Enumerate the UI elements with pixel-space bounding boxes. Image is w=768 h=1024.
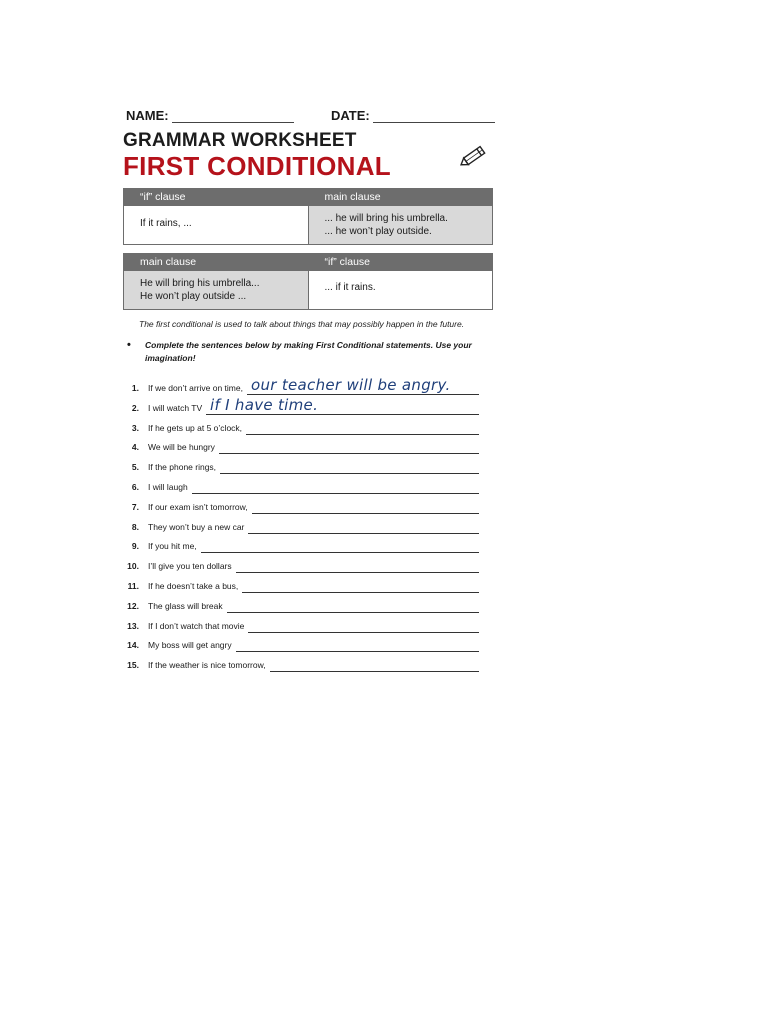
date-label: DATE: [331, 108, 370, 123]
answer-line[interactable] [227, 612, 479, 613]
exercise-prompt: I will watch TV [148, 402, 203, 413]
exercise-prompt: If the phone rings, [148, 462, 217, 473]
exercise-prompt: The glass will break [148, 600, 223, 611]
exercise-item [123, 395, 495, 419]
table2-if-text: ... if it rains. [324, 282, 376, 293]
date-field [331, 108, 495, 123]
exercise-number: 15. [127, 660, 139, 671]
table2-if-cell [308, 271, 493, 310]
worksheet-title: GRAMMAR WORKSHEET [123, 130, 357, 151]
exercise-prompt: We will be hungry [148, 442, 215, 453]
answer-line[interactable] [219, 453, 479, 454]
exercise-number: 7. [131, 501, 139, 512]
exercise-item [123, 597, 495, 617]
table2-main-line2: He won’t play outside ... [140, 291, 247, 302]
bullet-icon: • [127, 339, 131, 351]
pencil-icon [458, 138, 492, 172]
exercise-number: 5. [131, 462, 139, 473]
exercise-item [123, 617, 495, 637]
exercise-item [123, 458, 495, 478]
exercise-number: 1. [131, 383, 139, 393]
worksheet [123, 104, 495, 676]
exercise-number: 4. [131, 442, 139, 453]
instructions [123, 339, 490, 365]
exercise-item [123, 498, 495, 518]
table1-header-main: main clause [308, 189, 493, 206]
exercise-number: 14. [127, 640, 139, 651]
if-first-table [123, 188, 493, 245]
answer-line[interactable] [236, 651, 479, 652]
exercise-prompt: I will laugh [148, 481, 188, 492]
answer-line[interactable] [252, 513, 479, 514]
answer-line[interactable] [270, 671, 479, 672]
exercise-item [123, 636, 495, 656]
exercise-number: 3. [131, 422, 139, 433]
exercise-number: 12. [127, 600, 139, 611]
table2-header-if: “if” clause [308, 254, 493, 271]
exercise-number: 13. [127, 620, 139, 631]
instruction-text: Complete the sentences below by making First Conditional statements. Use your imagination! [145, 340, 472, 363]
exercise-item [123, 419, 495, 439]
name-line[interactable] [172, 110, 294, 123]
table2-header-main: main clause [124, 254, 309, 271]
exercise-prompt: My boss will get angry [148, 640, 232, 651]
exercise-item [123, 656, 495, 676]
answer-line[interactable] [220, 473, 479, 474]
table1-header-if: “if” clause [124, 189, 309, 206]
exercise-number: 2. [131, 402, 139, 413]
table1-if-cell [124, 206, 309, 245]
handwritten-answer: our teacher will be angry. [251, 376, 451, 394]
exercise-number: 11. [127, 580, 139, 591]
main-first-table [123, 253, 493, 310]
date-line[interactable] [373, 110, 495, 123]
table1-main-cell [308, 206, 493, 245]
exercise-number: 9. [131, 541, 139, 552]
name-field [126, 108, 294, 123]
answer-line[interactable] [201, 552, 479, 553]
header-row [123, 104, 495, 126]
exercise-item [123, 557, 495, 577]
table1-main-line2: ... he won’t play outside. [324, 226, 432, 237]
grammar-note: The first conditional is used to talk about things that may possibly happen in the future. [139, 319, 465, 329]
handwritten-answer: if I have time. [210, 395, 319, 414]
table2-main-cell [124, 271, 309, 310]
exercise-item [123, 537, 495, 557]
exercise-prompt: If I don’t watch that movie [148, 620, 245, 631]
answer-line[interactable] [206, 414, 479, 415]
exercise-prompt: I’ll give you ten dollars [148, 561, 232, 572]
exercise-prompt: If he doesn’t take a bus, [148, 580, 239, 591]
exercise-prompt: If you hit me, [148, 541, 197, 552]
answer-line[interactable] [248, 632, 479, 633]
answer-line[interactable] [246, 434, 479, 435]
answer-line[interactable] [248, 533, 479, 534]
exercise-number: 10. [127, 561, 139, 572]
exercise-list [123, 376, 495, 676]
exercise-number: 8. [131, 521, 139, 532]
exercise-prompt: If he gets up at 5 o’clock, [148, 422, 243, 433]
answer-line[interactable] [242, 592, 479, 593]
exercise-number: 6. [131, 481, 139, 492]
exercise-item [123, 518, 495, 538]
table1-if-text: If it rains, ... [140, 218, 192, 229]
answer-line[interactable] [192, 493, 479, 494]
exercise-item [123, 577, 495, 597]
exercise-prompt: If our exam isn’t tomorrow, [148, 501, 248, 512]
name-label: NAME: [126, 108, 169, 123]
exercise-prompt: If the weather is nice tomorrow, [148, 660, 266, 671]
exercise-prompt: They won’t buy a new car [148, 521, 245, 532]
table2-main-line1: He will bring his umbrella... [140, 278, 260, 289]
exercise-item [123, 438, 495, 458]
exercise-prompt: If we don’t arrive on time, [148, 383, 243, 393]
answer-line[interactable] [236, 572, 479, 573]
table1-main-line1: ... he will bring his umbrella. [324, 213, 448, 224]
exercise-item [123, 478, 495, 498]
topic-title: FIRST CONDITIONAL [123, 151, 391, 181]
